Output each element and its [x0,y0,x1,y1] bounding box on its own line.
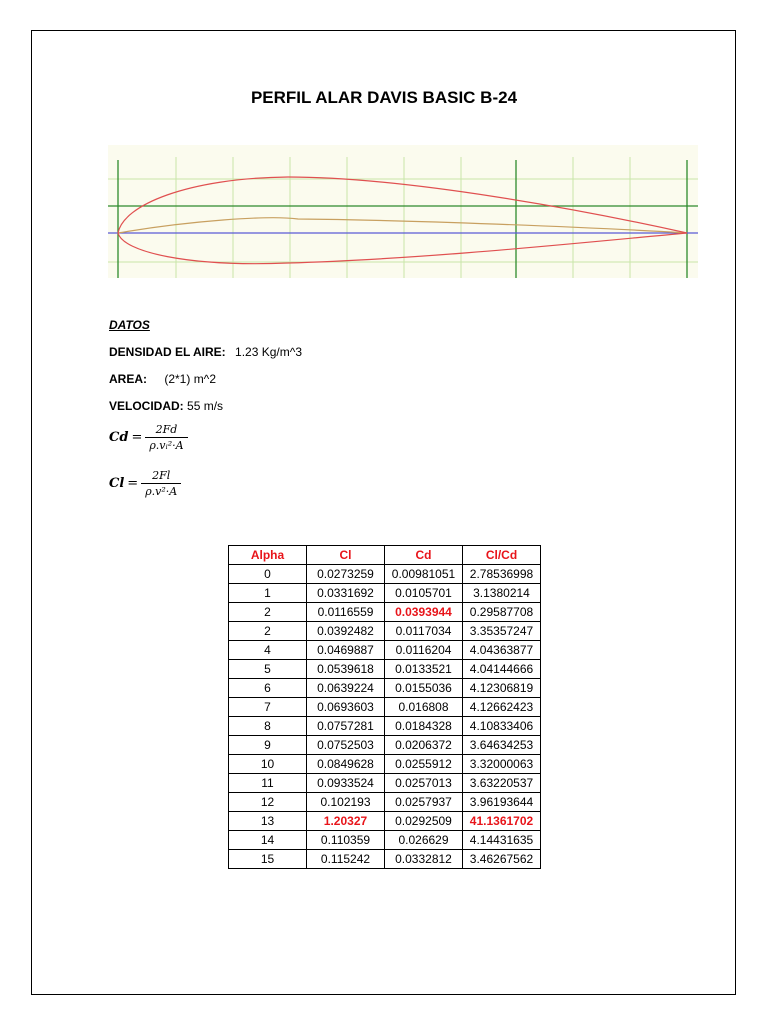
cell-cl: 0.0752503 [307,736,385,755]
header-alpha: Alpha [229,546,307,565]
cell-cl: 0.0757281 [307,717,385,736]
cell-cd: 0.00981051 [385,565,463,584]
cell-alpha: 10 [229,755,307,774]
cl-formula-equals: = [127,476,139,491]
cell-cl-cd: 3.35357247 [463,622,541,641]
cell-cd: 0.0257937 [385,793,463,812]
cl-formula [109,469,181,498]
area-value: (2*1) m^2 [164,372,216,386]
cell-cl-cd: 3.96193644 [463,793,541,812]
table-row [229,622,541,641]
velocity-label: VELOCIDAD: [109,399,184,413]
cell-alpha: 2 [229,603,307,622]
cl-formula-numerator: 2Fl [152,469,171,482]
table-row [229,850,541,869]
table-row [229,793,541,812]
area-line [109,372,216,386]
cd-formula-lhs: Cd [109,430,129,445]
cell-cl-cd: 3.32000063 [463,755,541,774]
cell-cl: 0.0539618 [307,660,385,679]
velocity-value: 55 m/s [187,399,224,413]
airfoil-profile-image [108,145,698,278]
datos-heading: DATOS [109,318,150,332]
area-label: AREA: [109,372,147,386]
cell-cd: 0.0105701 [385,584,463,603]
table-body [229,565,541,869]
velocity-line [109,399,223,413]
cell-cl-cd: 0.29587708 [463,603,541,622]
cell-cl: 0.0693603 [307,698,385,717]
header-cl-cd: Cl/Cd [463,546,541,565]
cell-alpha: 2 [229,622,307,641]
cell-cd: 0.0155036 [385,679,463,698]
table-row [229,812,541,831]
cell-cl: 0.0469887 [307,641,385,660]
cell-alpha: 8 [229,717,307,736]
cell-alpha: 12 [229,793,307,812]
cell-cd: 0.0292509 [385,812,463,831]
table-row [229,565,541,584]
cell-cl-cd: 4.14431635 [463,831,541,850]
cell-cl-cd: 4.04144666 [463,660,541,679]
table-row [229,831,541,850]
table-row [229,660,541,679]
cell-cl: 0.110359 [307,831,385,850]
cd-formula-fraction [145,423,187,452]
table-row [229,641,541,660]
cell-alpha: 1 [229,584,307,603]
cell-cl: 0.102193 [307,793,385,812]
table-row [229,755,541,774]
cell-cl: 0.0116559 [307,603,385,622]
airfoil-camber-line [118,218,687,233]
cell-cl: 0.0639224 [307,679,385,698]
cell-cd: 0.016808 [385,698,463,717]
table-row [229,679,541,698]
cell-cl-cd: 4.10833406 [463,717,541,736]
cell-alpha: 9 [229,736,307,755]
cell-cl-cd: 3.1380214 [463,584,541,603]
cl-formula-lhs: Cl [109,476,125,491]
cell-cd: 0.0257013 [385,774,463,793]
cell-cl-cd: 3.63220537 [463,774,541,793]
cell-cd: 0.0133521 [385,660,463,679]
cell-alpha: 6 [229,679,307,698]
cell-cl: 0.0273259 [307,565,385,584]
table-row [229,774,541,793]
cd-formula-numerator: 2Fd [155,423,178,436]
cell-cl-cd: 4.12662423 [463,698,541,717]
cell-alpha: 0 [229,565,307,584]
document-title: PERFIL ALAR DAVIS BASIC B-24 [250,88,518,107]
cell-alpha: 4 [229,641,307,660]
cd-formula-equals: = [131,430,143,445]
cell-cd: 0.0206372 [385,736,463,755]
cell-cl: 0.115242 [307,850,385,869]
table-row [229,736,541,755]
cell-cl-cd: 3.46267562 [463,850,541,869]
cell-cd: 0.0255912 [385,755,463,774]
cell-cl-cd: 3.64634253 [463,736,541,755]
density-label: DENSIDAD EL AIRE: [109,345,226,359]
cell-alpha: 15 [229,850,307,869]
cell-alpha: 5 [229,660,307,679]
table-row [229,603,541,622]
cell-cl: 0.0392482 [307,622,385,641]
cell-alpha: 7 [229,698,307,717]
cd-formula [109,423,188,452]
cell-cl-cd: 41.1361702 [463,812,541,831]
table-header-row [229,546,541,565]
cell-cl-cd: 2.78536998 [463,565,541,584]
cl-formula-denominator: ρ.v²·A [141,483,181,498]
cell-cl: 0.0331692 [307,584,385,603]
cell-cd: 0.026629 [385,831,463,850]
cell-cd: 0.0116204 [385,641,463,660]
cl-formula-fraction [141,469,181,498]
cell-cl-cd: 4.04363877 [463,641,541,660]
results-table [228,545,541,869]
density-value: 1.23 Kg/m^3 [235,345,303,359]
table-row [229,698,541,717]
header-cl: Cl [307,546,385,565]
cell-cd: 0.0393944 [385,603,463,622]
cell-cl: 1.20327 [307,812,385,831]
cell-cl: 0.0933524 [307,774,385,793]
density-line [109,345,302,359]
cell-cl-cd: 4.12306819 [463,679,541,698]
cell-alpha: 13 [229,812,307,831]
table-row [229,584,541,603]
cell-cd: 0.0332812 [385,850,463,869]
airfoil-outline [118,177,687,264]
cell-alpha: 14 [229,831,307,850]
airfoil-grid [108,157,698,278]
cell-cl: 0.0849628 [307,755,385,774]
table-row [229,717,541,736]
cell-cd: 0.0117034 [385,622,463,641]
airfoil-profile-drawing [108,145,698,278]
cell-alpha: 11 [229,774,307,793]
cell-cd: 0.0184328 [385,717,463,736]
cd-formula-denominator: ρ.vᵢ²·A [145,437,187,452]
header-cd: Cd [385,546,463,565]
